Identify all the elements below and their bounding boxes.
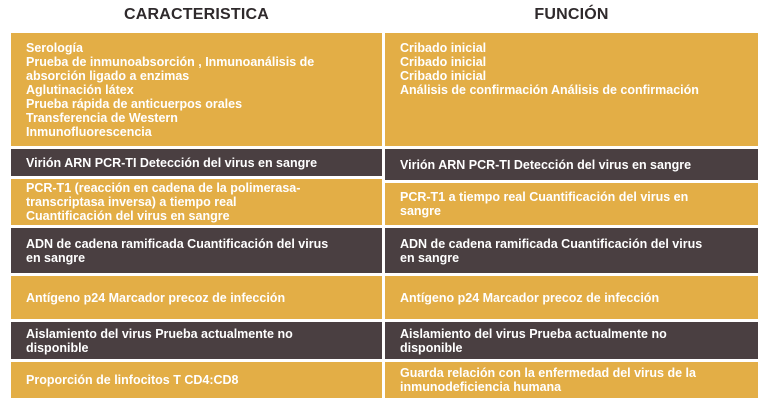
row-0-funcion-cell [385,33,758,146]
row-0-funcion-line: Análisis de confirmación Análisis de confirmación [400,83,699,97]
row-0-funcion-line: Cribado inicial [400,69,487,83]
row-6-funcion-line: Guarda relación con la enfermedad del virus de la [400,366,696,380]
row-3-funcion-cell [385,228,758,273]
row-2-caracteristica-line: PCR-T1 (reacción en cadena de la polimerasa- [26,181,301,195]
row-3-caracteristica-line: ADN de cadena ramificada Cuantificación del virus [26,236,329,251]
row-5-funcion-cell [385,322,758,359]
row-5-caracteristica-cell [11,322,382,359]
row-0-caracteristica-cell [11,33,382,146]
row-3-funcion-line: en sangre [400,250,460,265]
row-0-caracteristica-line: Prueba rápida de anticuerpos orales [26,97,243,111]
row-1-caracteristica-line: Virión ARN PCR-TI Detección del virus en sangre [26,155,318,170]
header-funcion: FUNCIÓN [534,6,609,23]
row-0-caracteristica-line: Prueba de inmunoabsorción , Inmunoanálisis de [26,55,315,69]
row-0-caracteristica-line: Transferencia de Western [26,111,178,125]
row-2-funcion-cell [385,183,758,225]
row-0-caracteristica-line: absorción ligado a enzimas [26,69,190,83]
row-4-funcion-line: Antígeno p24 Marcador precoz de infección [400,290,660,305]
row-4-caracteristica-line: Antígeno p24 Marcador precoz de infección [26,290,286,305]
row-5-caracteristica-line: disponible [26,340,89,355]
row-2-caracteristica-line: transcriptasa inversa) a tiempo real [26,195,237,209]
row-1-caracteristica-cell [11,149,382,176]
row-6-caracteristica-cell [11,362,382,398]
row-2-funcion-line: PCR-T1 a tiempo real Cuantificación del virus en [400,190,689,204]
row-5-funcion-line: Aislamiento del virus Prueba actualmente no [400,326,667,341]
row-0-funcion-line: Cribado inicial [400,41,487,55]
row-4-funcion-cell [385,276,758,319]
row-5-caracteristica-line: Aislamiento del virus Prueba actualmente no [26,326,293,341]
row-4-caracteristica-cell [11,276,382,319]
row-0-caracteristica-line: Aglutinación látex [26,83,134,97]
row-5-funcion-line: disponible [400,340,463,355]
row-0-caracteristica-line: Serología [26,41,83,55]
row-6-funcion-cell [385,362,758,398]
row-0-caracteristica-line: Inmunofluorescencia [26,125,152,139]
row-3-funcion-line: ADN de cadena ramificada Cuantificación del virus [400,236,703,251]
row-6-funcion-line: inmunodeficiencia humana [400,380,562,394]
row-3-caracteristica-cell [11,228,382,273]
row-3-caracteristica-line: en sangre [26,250,86,265]
row-1-funcion-line: Virión ARN PCR-TI Detección del virus en sangre [400,157,692,172]
row-1-funcion-cell [385,149,758,180]
row-2-caracteristica-line: Cuantificación del virus en sangre [26,209,230,223]
row-0-funcion-line: Cribado inicial [400,55,487,69]
header-caracteristica: CARACTERISTICA [123,6,270,23]
row-2-caracteristica-cell [11,179,382,225]
row-6-caracteristica-line: Proporción de linfocitos T CD4:CD8 [26,373,239,387]
row-2-funcion-line: sangre [400,204,441,218]
